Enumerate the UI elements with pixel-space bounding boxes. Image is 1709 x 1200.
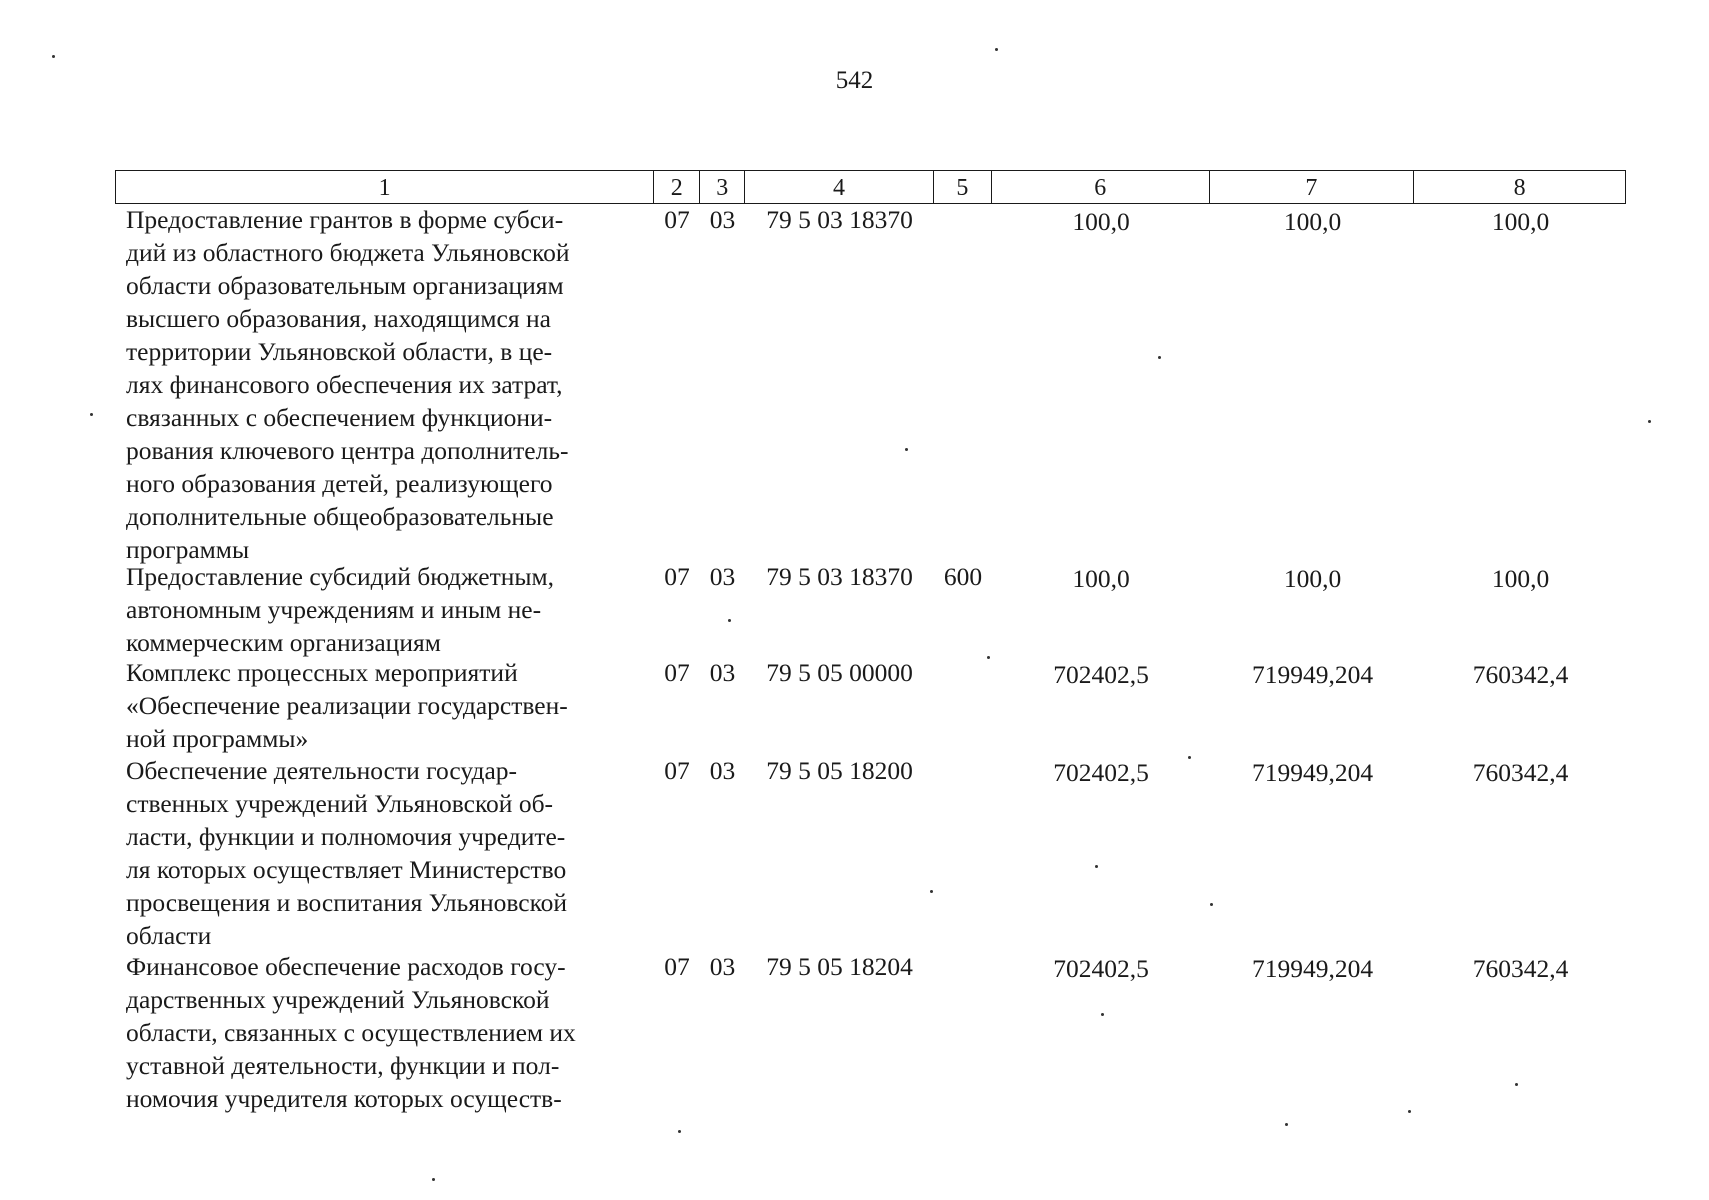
row-description <box>115 754 654 950</box>
description-line: дополнительные общеобразовательные <box>126 502 554 531</box>
scan-speck <box>432 1178 435 1181</box>
table-header <box>115 170 1626 204</box>
target-article-code: 79 5 05 18204 <box>766 952 913 981</box>
header-col-6: 6 <box>992 171 1210 203</box>
table-body <box>115 203 1626 1120</box>
description-line: Предоставление грантов в форме субси- <box>126 205 564 234</box>
scan-speck <box>1408 1110 1411 1113</box>
header-col-5: 5 <box>934 171 992 203</box>
row-description <box>115 950 654 1120</box>
description-line: ного образования детей, реализующего <box>126 469 553 498</box>
table-row <box>115 560 1626 656</box>
page-number: 542 <box>835 67 874 94</box>
target-article-code: 79 5 03 18370 <box>766 205 913 234</box>
scan-speck <box>1285 1123 1288 1126</box>
amount-col-8: 760342,4 <box>1472 660 1569 689</box>
amount-col-6: 702402,5 <box>1053 660 1149 689</box>
description-line: ной программы» <box>126 724 309 753</box>
description-line: высшего образования, находящимся на <box>126 304 551 333</box>
amount-col-6: 702402,5 <box>1053 954 1149 983</box>
scan-speck <box>930 890 933 893</box>
header-col-2: 2 <box>654 171 700 203</box>
header-col-3: 3 <box>700 171 745 203</box>
expense-type-code: 600 <box>943 562 983 591</box>
scan-speck <box>728 619 731 622</box>
description-line: просвещения и воспитания Ульяновской <box>126 888 568 917</box>
subsection-code: 03 <box>709 658 736 687</box>
subsection-code: 03 <box>709 205 736 234</box>
target-article-code: 79 5 05 18200 <box>766 756 913 785</box>
table-row <box>115 754 1626 950</box>
scan-speck <box>995 48 998 51</box>
amount-col-6: 100,0 <box>1072 564 1130 593</box>
expense-type-code <box>934 656 992 754</box>
amount-col-8: 100,0 <box>1491 207 1550 236</box>
scan-speck <box>1515 1083 1518 1086</box>
description-line: дарственных учреждений Ульяновской <box>126 985 550 1014</box>
scan-speck <box>987 656 990 659</box>
row-description <box>115 656 654 754</box>
description-line: коммерческим организациям <box>126 628 441 657</box>
amount-col-8: 760342,4 <box>1472 758 1569 787</box>
description-line: уставной деятельности, функции и пол- <box>126 1051 560 1080</box>
scan-speck <box>90 413 93 416</box>
header-col-8: 8 <box>1513 175 1526 201</box>
section-code: 07 <box>664 952 690 981</box>
description-line: номочия учредителя которых осуществ- <box>126 1084 562 1113</box>
description-line: территории Ульяновской области, в це- <box>126 337 553 366</box>
description-line: Комплекс процессных мероприятий <box>126 658 518 687</box>
header-col-1: 1 <box>116 171 654 203</box>
description-line: программы <box>126 535 250 564</box>
expense-type-code <box>934 950 992 1120</box>
header-col-7: 7 <box>1210 171 1415 203</box>
amount-col-8: 100,0 <box>1491 564 1550 593</box>
target-article-code: 79 5 03 18370 <box>766 562 913 591</box>
description-line: дий из областного бюджета Ульяновской <box>126 238 570 267</box>
expense-type-code <box>934 754 992 950</box>
description-line: ственных учреждений Ульяновской об- <box>126 789 554 818</box>
amount-col-8: 760342,4 <box>1472 954 1569 983</box>
section-code: 07 <box>664 562 690 591</box>
description-line: области, связанных с осуществлением их <box>126 1018 576 1047</box>
description-line: лях финансового обеспечения их затрат, <box>126 370 563 399</box>
description-line: ля которых осуществляет Министерство <box>126 855 567 884</box>
scan-speck <box>678 1130 681 1133</box>
expense-type-code <box>934 203 992 560</box>
description-line: области <box>126 921 212 950</box>
description-line: Предоставление субсидий бюджетным, <box>126 562 555 591</box>
amount-col-7: 719949,204 <box>1251 758 1374 787</box>
amount-col-6: 702402,5 <box>1053 758 1149 787</box>
subsection-code: 03 <box>709 756 736 785</box>
description-line: «Обеспечение реализации государствен- <box>126 691 568 720</box>
header-col-4: 4 <box>745 171 934 203</box>
amount-col-7: 100,0 <box>1283 564 1342 593</box>
scan-speck <box>1188 756 1191 759</box>
subsection-code: 03 <box>709 952 736 981</box>
amount-col-7: 719949,204 <box>1251 954 1374 983</box>
description-line: области образовательным организациям <box>126 271 564 300</box>
description-line: связанных с обеспечением функциони- <box>126 403 553 432</box>
table-row <box>115 950 1626 1120</box>
section-code: 07 <box>664 756 690 785</box>
subsection-code: 03 <box>709 562 736 591</box>
scan-speck <box>1101 1013 1104 1016</box>
section-code: 07 <box>664 205 690 234</box>
amount-col-6: 100,0 <box>1072 207 1130 236</box>
table-row <box>115 656 1626 754</box>
target-article-code: 79 5 05 00000 <box>766 658 913 687</box>
scan-speck <box>905 448 908 451</box>
row-description <box>115 203 654 564</box>
section-code: 07 <box>664 658 690 687</box>
description-line: Обеспечение деятельности государ- <box>126 756 518 785</box>
row-description <box>115 560 654 656</box>
scan-speck <box>1648 420 1651 423</box>
scan-speck <box>52 55 55 58</box>
scan-speck <box>1210 903 1213 906</box>
scan-speck <box>1158 356 1161 359</box>
amount-col-7: 100,0 <box>1283 207 1342 236</box>
amount-col-7: 719949,204 <box>1251 660 1374 689</box>
table-row <box>115 203 1626 564</box>
scan-speck <box>1095 865 1098 868</box>
description-line: ласти, функции и полномочия учредите- <box>126 822 566 851</box>
description-line: автономным учреждениям и иным не- <box>126 595 542 624</box>
description-line: рования ключевого центра дополнитель- <box>126 436 569 465</box>
description-line: Финансовое обеспечение расходов госу- <box>126 952 566 981</box>
